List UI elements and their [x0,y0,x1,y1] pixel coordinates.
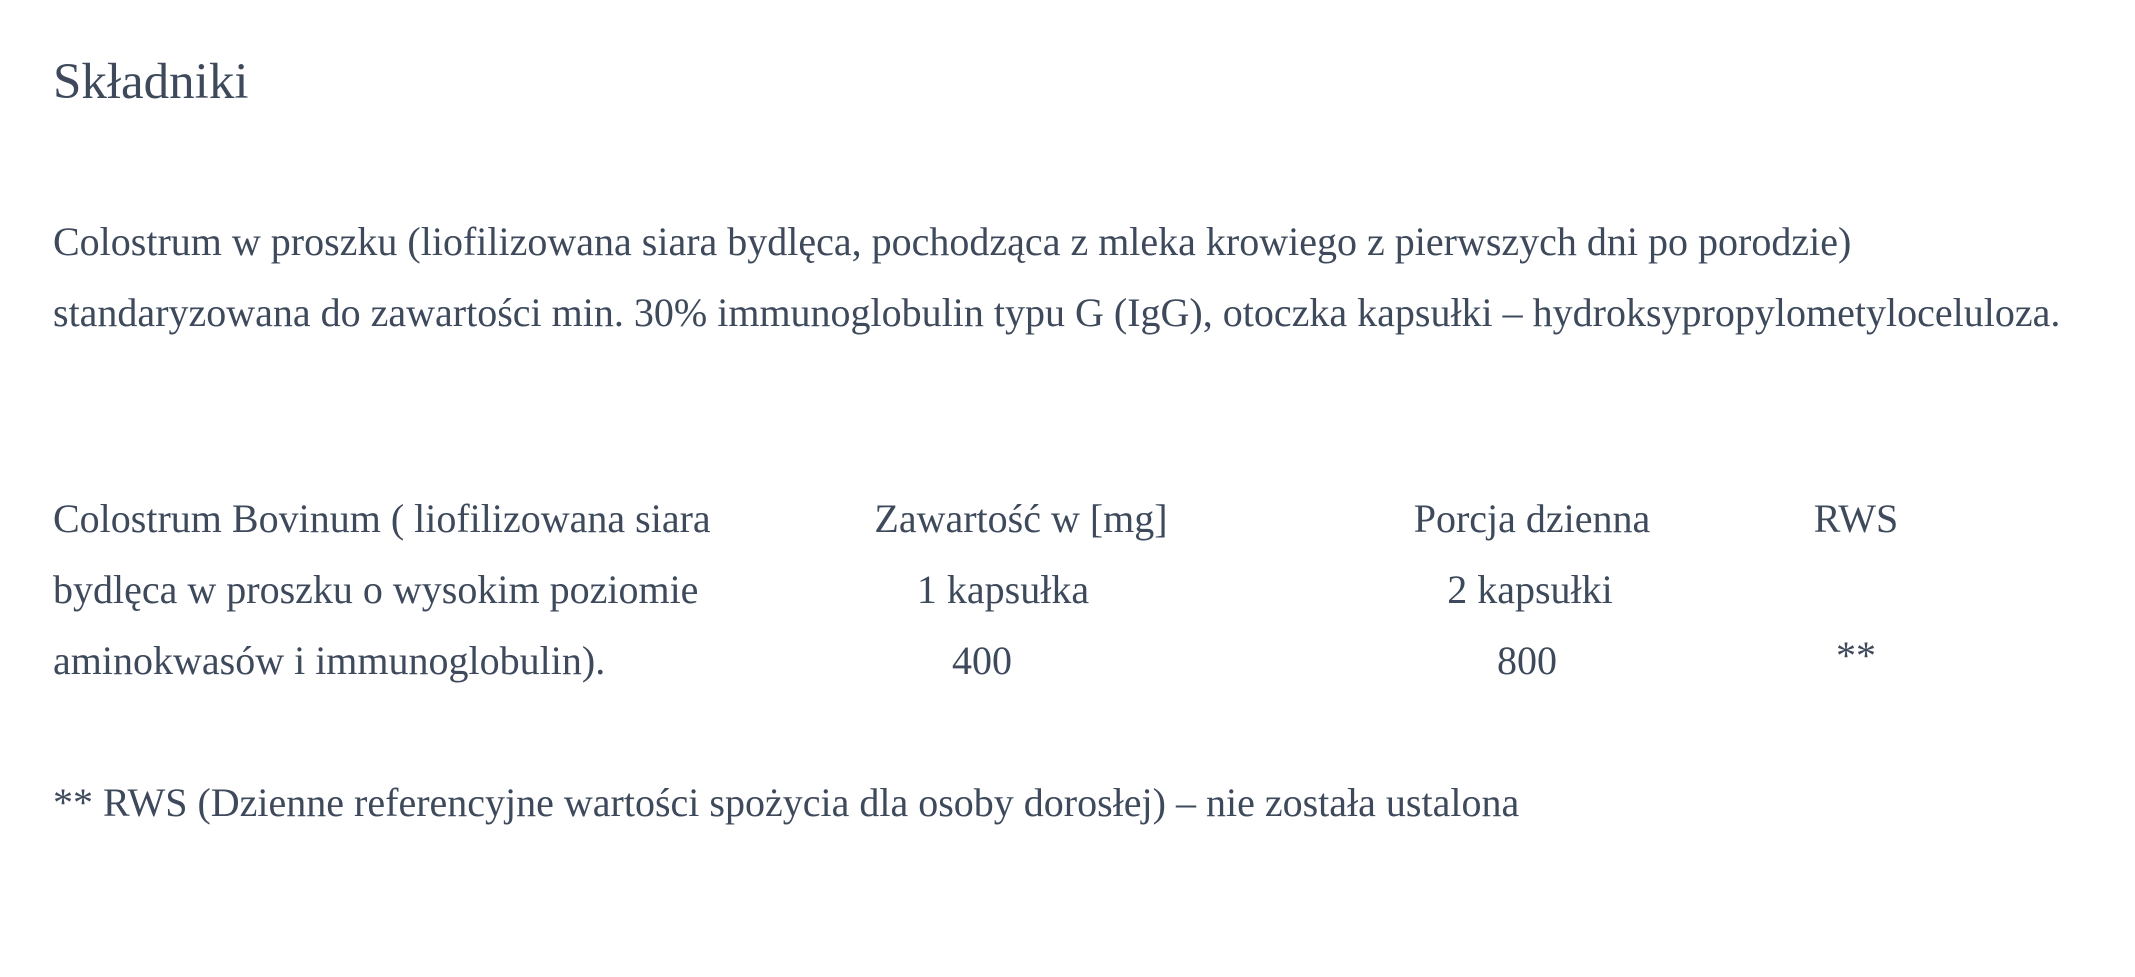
content-header: Zawartość w [mg] [874,496,1168,541]
ingredient-name-line-2: bydlęca w proszku o wysokim poziomie [53,567,699,612]
ingredient-name-line-3: aminokwasów i immunoglobulin). [53,638,606,683]
daily-portion-unit: 2 kapsułki [1447,567,1613,612]
description-line-1: Colostrum w proszku (liofilizowana siara bydlęca, pochodząca z mleka krowiego z pierwszych dni po porodzie) [53,219,1852,264]
daily-portion-header: Porcja dzienna [1413,496,1651,541]
content-unit: 1 kapsułka [916,567,1090,612]
rws-header: RWS [1813,496,1899,541]
daily-portion-value: 800 [1497,638,1557,683]
rws-footnote: ** RWS (Dzienne referencyjne wartości spożycia dla osoby dorosłej) – nie została ustalona [53,780,1520,825]
page-title: Składniki [53,54,249,110]
content-value: 400 [952,638,1012,683]
rws-value: ** [1836,633,1876,678]
ingredients-description [53,206,2113,348]
ingredient-name-line-1: Colostrum Bovinum ( liofilizowana siara [53,496,711,541]
description-line-2: standaryzowana do zawartości min. 30% immunoglobulin typu G (IgG), otoczka kapsułki – hydroksypropylometyloceluloza. [53,290,2061,335]
